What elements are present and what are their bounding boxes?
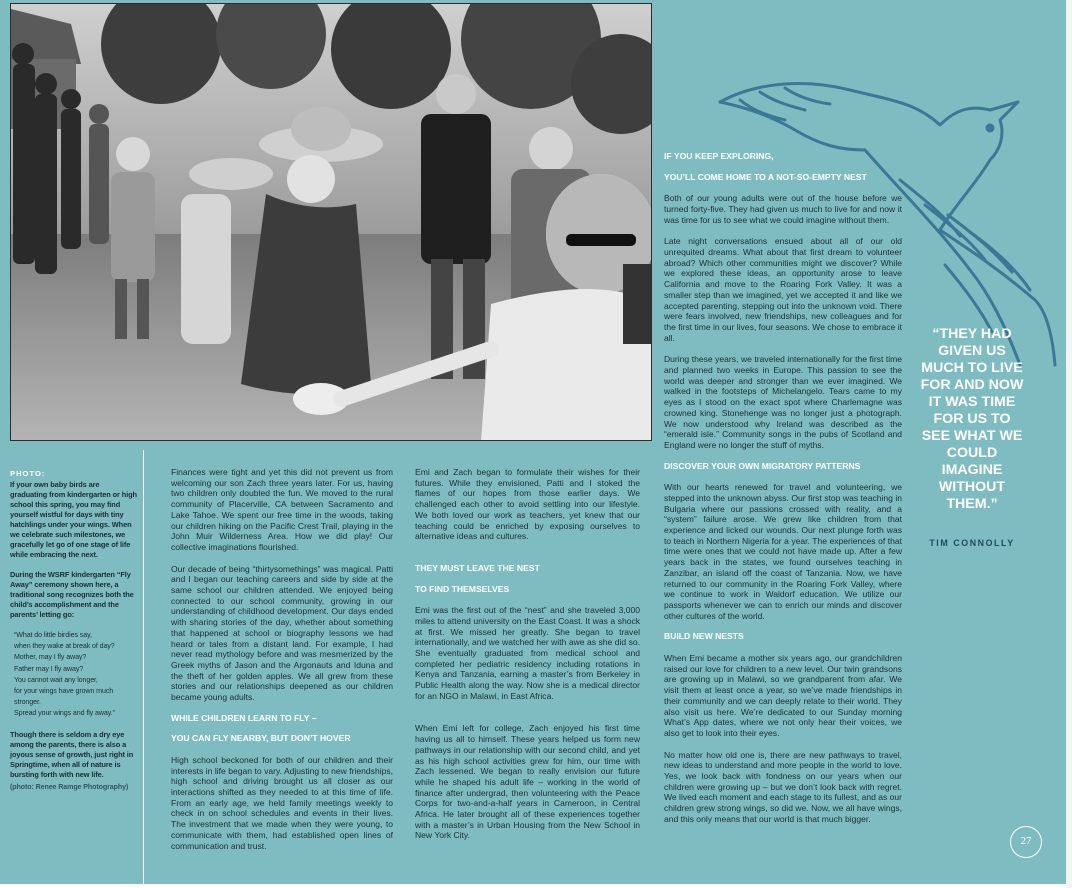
song-line: for your wings have grown much stronger. (14, 687, 114, 707)
children-ceremony-photo-icon (10, 3, 652, 441)
page-number: 27 (1010, 826, 1042, 858)
body-paragraph: Emi and Zach began to formulate their wishes for their futures. While they envisioned, Patti and I stoked the flames of our hopes from those earlier days. We challenged each other to avoid settling into our lifestyle. We both loved our work as teachers, yet knew that our teaching could be enriched by exposing ourselves to alternative ideas and cultures. (415, 467, 640, 542)
article-column-1 (171, 467, 393, 862)
body-paragraph: High school beckoned for both of our children and their interests in life began to vary. Adjusting to new friendships, high school and driving brought us all closer as our interactions shifted as they needed to at this time of life. From an early age, we held family meetings weekly to check in on school schedules and events in their lives. The investment that we made when they were young, to communicate with them, had established open lines of communication and trust. (171, 754, 393, 851)
body-paragraph: Finances were tight and yet this did not prevent us from welcoming our son Zach three years later. For us, having two children only doubled the fun. We moved to the rural community of Placerville, CA between Sacramento and Lake Tahoe. We spent our free time in the woods, taking our children hiking on the Pacific Crest Trail, playing in the John Muir Wilderness Area. How we did play! Our collective imaginations flourished. (171, 467, 393, 552)
body-paragraph: With our hearts renewed for travel and volunteering, we stepped into the unknown abyss. Our first stop was teaching in Bulgaria where our passions crossed with reality, and a “system” failure arose. We grew like children from that experience and licked our wounds. Our next plunge forth was to teach in Northern Nigeria for a year. The experiences of that time were ones that we could not have made up. After a few years back in the states, we found ourselves teaching in Zanzibar, an island off the coast of Tanzania. Now, we have returned to our community in the Roaring Fork Valley, where we continue to work in Waldorf education. We utilize our passports whenever we can to enrich our minds and discover other cultures of the world. (664, 482, 902, 621)
caption-paragraph: During the WSRF kindergarten “Fly Away” ceremony shown here, a traditional song recognizes both the child’s accomplishment and the parents’ letting go: (10, 570, 134, 619)
column-divider (143, 450, 144, 884)
article-column-2 (415, 467, 640, 852)
section-heading: BUILD NEW NESTS (664, 631, 744, 642)
body-paragraph: During these years, we traveled internationally for the first time and planned two weeks in Europe. This passion to see the world was deeper and stronger than we ever imagined. We walked in the footsteps of Michelangelo. Tears came to my eyes as I stood on the exact spot where Charlemagne was crowned king. Stonehenge was no longer just a photograph. We now understood why Ireland was described as the “emerald isle.” Community songs in the pubs of Scotland and England were no longer the stuff of myths. (664, 354, 902, 450)
photo-caption (10, 469, 138, 802)
song-lyrics (14, 630, 138, 720)
section-heading: YOU CAN FLY NEARBY, BUT DON’T HOVER (171, 733, 351, 744)
caption-paragraph: If your own baby birds are graduating from kindergarten or high school this spring, you may find yourself wistful for days with tiny hatchlings under your wings. When we celebrate such milestones, we gracefully let go of one stage of life while embracing the next. (10, 480, 137, 559)
song-line: “What do little birdies say, (14, 631, 92, 639)
body-paragraph: Emi was the first out of the “nest” and she traveled 3,000 miles to attend university on the East Coast. It was a shock at first. We missed her greatly. She began to travel internationally, and we watched her with awe as she did so. She eventually graduated from medical school and completed her pediatric residency including rotations in Kenya and Tanzania, earning a master’s from Berkeley in Public Health along the way. Now she is a medical director for an NGO in Malawi, in East Africa. (415, 605, 640, 701)
pull-quote-author: TIM CONNOLLY (929, 538, 1015, 548)
section-heading: THEY MUST LEAVE THE NEST (415, 562, 540, 573)
song-line: Mother, may I fly away? (14, 653, 87, 662)
caption-paragraph: Though there is seldom a dry eye among the parents, there is also a joyous sense of growth, just right in Springtime, when all of nature is bursting forth with new life. (10, 729, 134, 779)
photo-credit: (photo: Renee Ramge Photography) (10, 782, 129, 791)
song-line: Father may I fly away? (14, 664, 84, 673)
body-paragraph: Late night conversations ensued about all of our old unrequited dreams. What about that first dream to volunteer abroad? Which other communities might we discover? While we explored these ideas, an opportunity arose to leave California and move to the Roaring Fork Valley. It was a smaller step than we imagined, yet we accepted it and like we accepted parenting, stepping out into the unknown void. There were fears involved, new friendships, new colleagues and for the first time in our lives, four seasons. We chose to embrace it all. (664, 236, 902, 343)
article-column-3 (664, 152, 902, 836)
song-line: You cannot wait any longer, (14, 675, 98, 684)
song-line: Spread your wings and fly away.” (14, 709, 115, 718)
section-heading: YOU’LL COME HOME TO A NOT-SO-EMPTY NEST (664, 171, 867, 182)
pull-quote: “THEY HAD GIVEN US MUCH TO LIVE FOR AND NOW IT WAS TIME FOR US TO SEE WHAT WE COULD IMAGINE WITHOUT THEM.” (920, 326, 1024, 512)
section-heading: IF YOU KEEP EXPLORING, (664, 151, 774, 161)
body-paragraph: No matter how old one is, there are new pathways to travel, new ideas to understand and more people in the world to love. Yes, we look back with fondness on our years when our children were growing up – but we don’t look back with regret. We lived each moment and each stage to its fullest, and as our children grew strong wings, so did we. Now, we all have wings, and this only means that our world is that much bigger. (664, 749, 902, 824)
caption-title: PHOTO: (10, 469, 46, 478)
body-paragraph: When Emi became a mother six years ago, our grandchildren raised our love for children to a new level. Our twin grandsons are growing up in Malawi, so we grandparent from afar. We visit them at least once a year, so we’ve made friendships in their community and we can deeply relate to their world. They also visit us here. We’re dedicated to our Sunday morning What’s App dates, where we not only hear their voices, we also get to look into their eyes. (664, 652, 902, 738)
body-paragraph: When Emi left for college, Zach enjoyed his first time having us all to himself. These years helped us form new pathways in our relationship with our second child, and yet as his high school activities grew for him, our time with Zach lessened. We began to really envision our future while he shaped his adult life – working in the world of finance after undergrad, then volunteering with the Peace Corps for two-and-a-half years in Cameroon, in Central Africa. He later brought all of these experiences together with a master’s in Urban Housing from the New School in New York City. (415, 723, 640, 841)
body-paragraph: Our decade of being “thirtysomethings” was magical. Patti and I began our teaching careers and side by side at the same school our children attended. We enjoyed being connected to our school community, growing in our understanding of childhood development. Our days ended with sharing stories of the day, whether about something that happened at school or biography lessons we had heard or tales from a distant land. For example, I had never read mythology before and was mesmerized by the Greek myths of Jason and the Argonauts and Iduna and the theft of her golden apples. We all grew from these stories and our relationships deepened as our children became young adults. (171, 563, 393, 703)
section-heading: WHILE CHILDREN LEARN TO FLY – (171, 712, 317, 723)
section-heading: TO FIND THEMSELVES (415, 583, 510, 594)
page-edge (1066, 0, 1072, 888)
section-heading: DISCOVER YOUR OWN MIGRATORY PATTERNS (664, 460, 861, 471)
body-paragraph: Both of our young adults were out of the house before we turned forty-five. They had given us much to live for and now it was time for us to see what we could imagine without them. (664, 193, 902, 225)
song-line: when they wake at break of day? (14, 642, 115, 651)
